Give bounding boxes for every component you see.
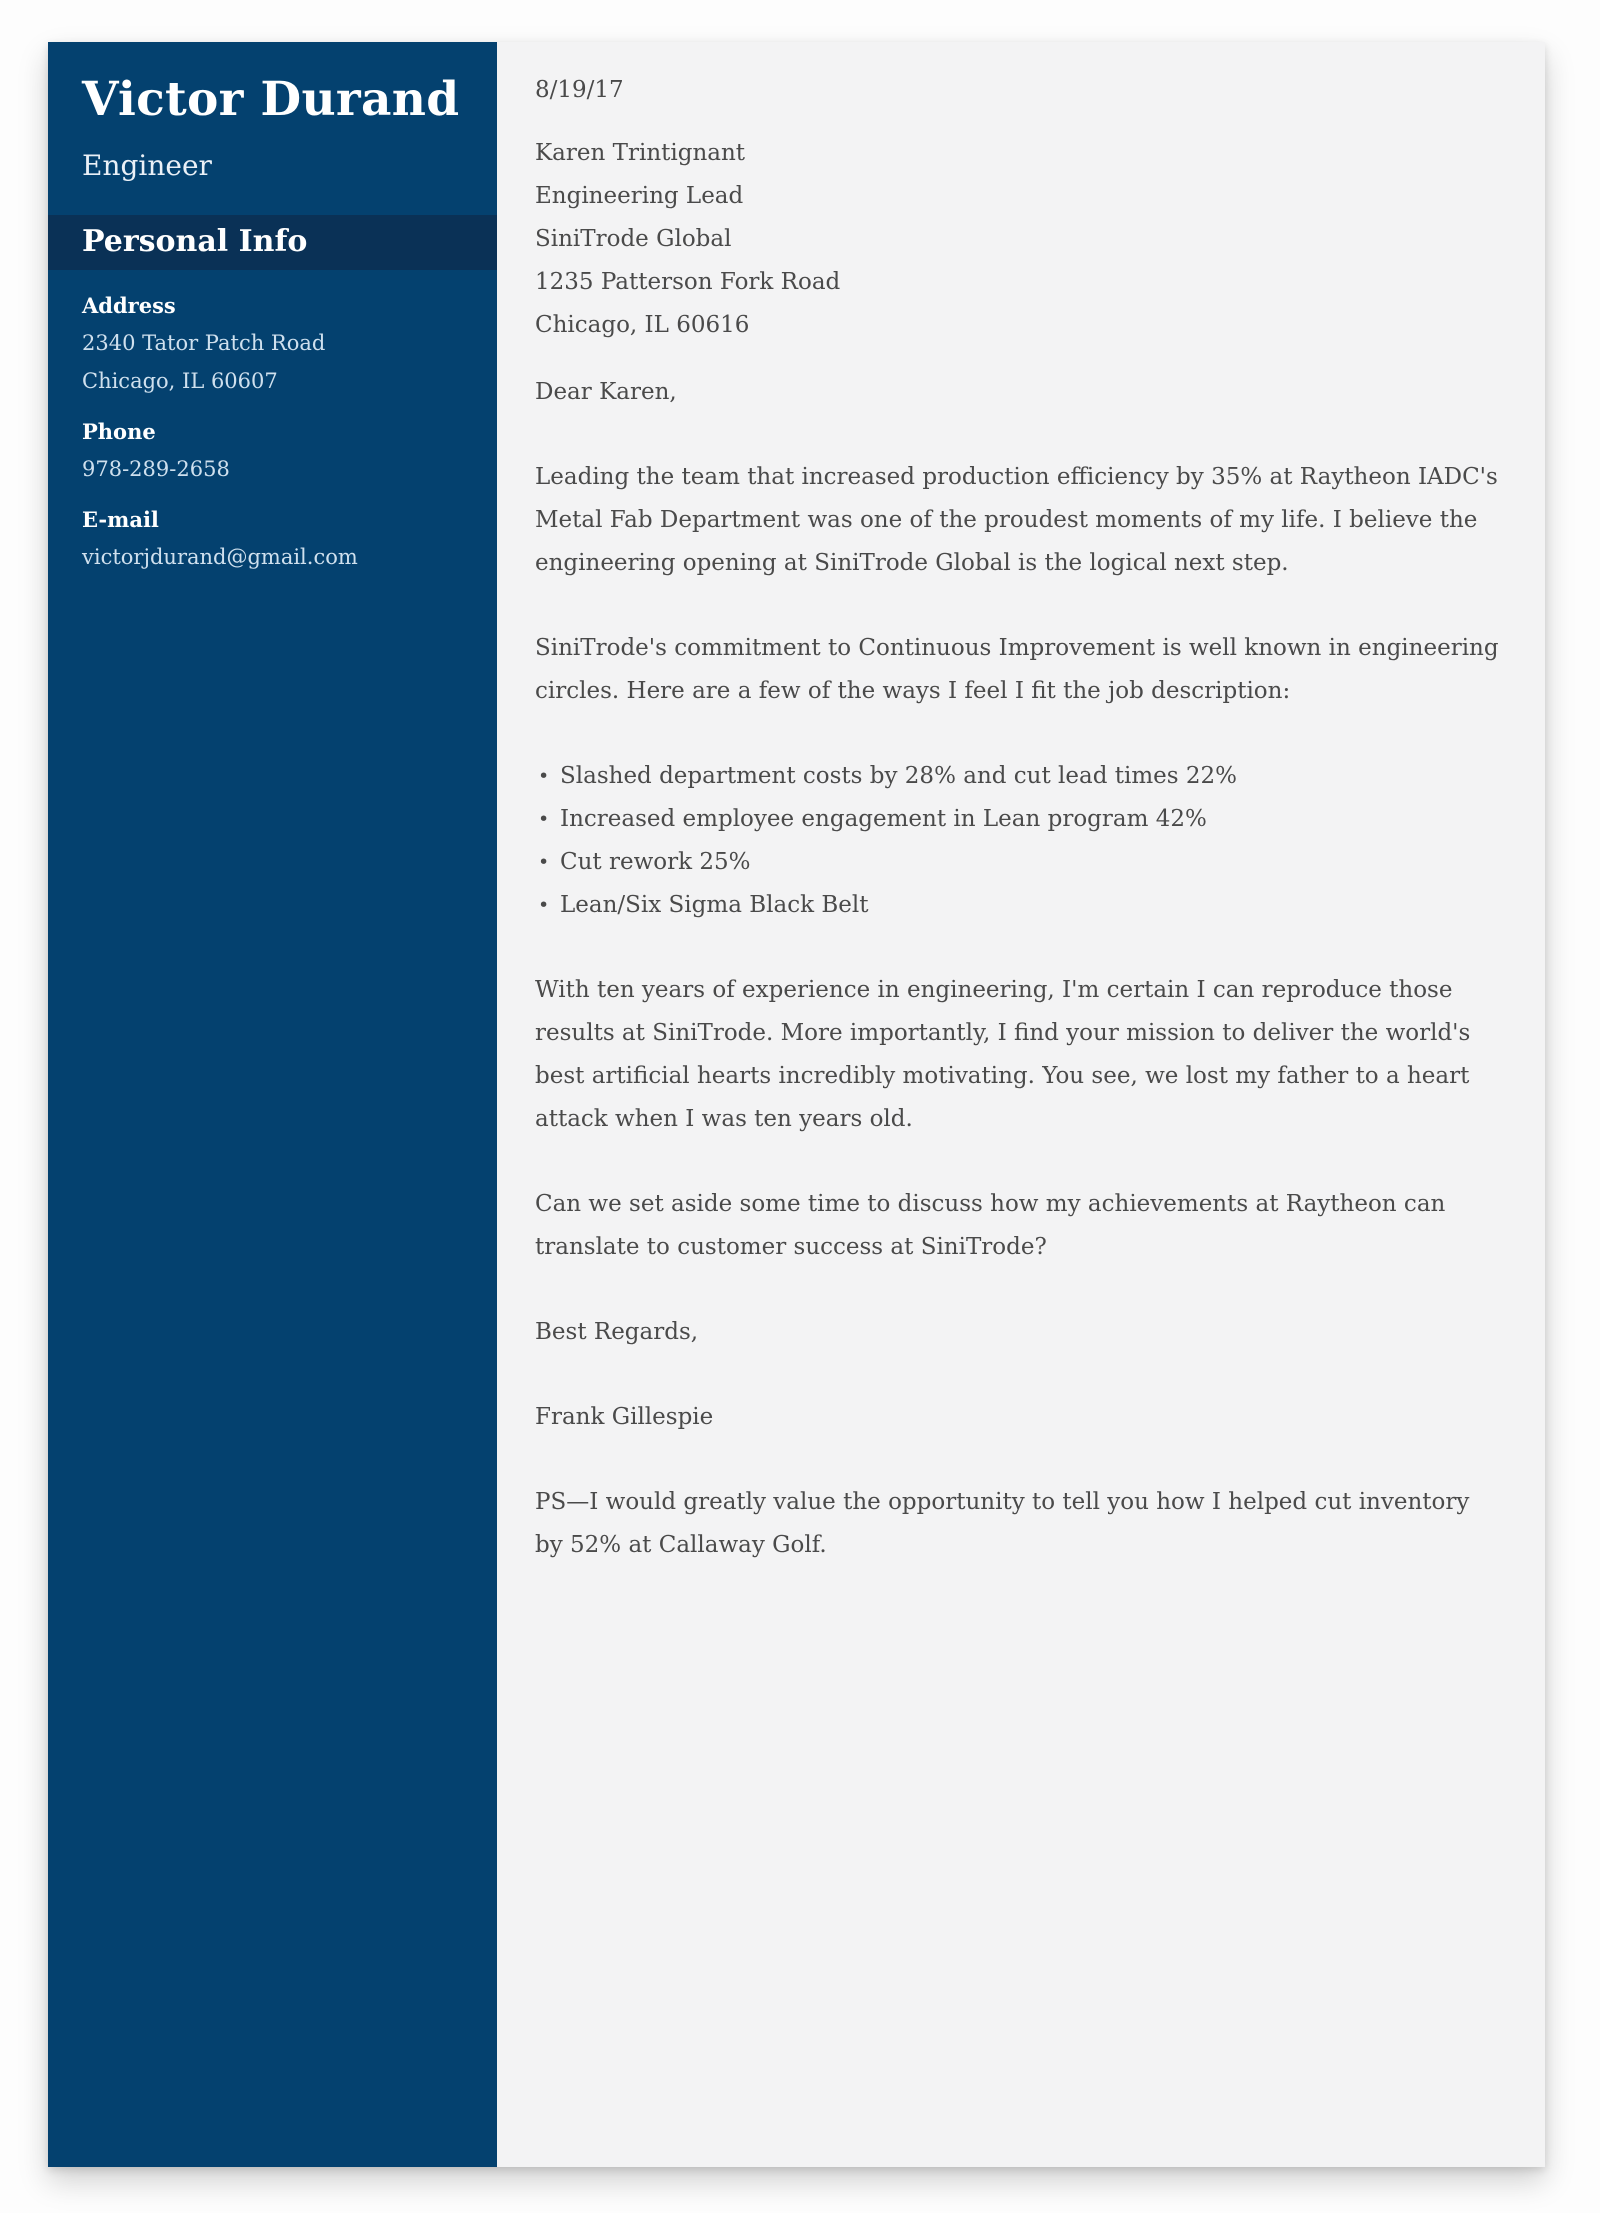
personal-info-fields bbox=[48, 270, 497, 576]
recipient-name: Karen Trintignant bbox=[535, 140, 746, 166]
letter-body bbox=[497, 42, 1545, 2167]
paragraph-fit: SiniTrode's commitment to Continuous Improvement is well known in engineering circles. Here are a few of the ways I feel I fit the job description: bbox=[535, 635, 1499, 704]
recipient-city: Chicago, IL 60616 bbox=[535, 312, 750, 338]
candidate-job-title: Engineer bbox=[82, 149, 212, 182]
achievement-item: • Slashed department costs by 28% and cut lead times 22% bbox=[535, 755, 1500, 798]
field-address-line: Chicago, IL 60607 bbox=[82, 369, 278, 393]
field-email-value: victorjdurand@gmail.com bbox=[82, 545, 358, 569]
field-address-line: 2340 Tator Patch Road bbox=[82, 331, 326, 355]
postscript: PS—I would greatly value the opportunity to tell you how I helped cut inventory by 52% at Callaway Golf. bbox=[535, 1489, 1470, 1558]
paragraph-call-to-action: Can we set aside some time to discuss how my achievements at Raytheon can translate to customer success at SiniTrode? bbox=[535, 1191, 1446, 1260]
recipient-block bbox=[535, 132, 1500, 347]
personal-info-heading: Personal Info bbox=[48, 215, 497, 270]
salutation: Dear Karen, bbox=[535, 379, 677, 405]
achievement-list bbox=[535, 755, 1500, 927]
field-address-label: Address bbox=[82, 293, 176, 318]
paragraph-intro: Leading the team that increased production efficiency by 35% at Raytheon IADC's Metal Fab Department was one of the proudest moments of my life. I believe the engineering opening at SiniTrode Global is the logical next step. bbox=[535, 464, 1498, 576]
closing: Best Regards, bbox=[535, 1319, 699, 1345]
candidate-name: Victor Durand bbox=[82, 72, 460, 127]
document-page bbox=[48, 42, 1545, 2167]
sidebar bbox=[48, 42, 497, 2167]
recipient-street: 1235 Patterson Fork Road bbox=[535, 269, 841, 295]
signature: Frank Gillespie bbox=[535, 1404, 714, 1430]
field-phone bbox=[82, 413, 469, 488]
field-email-label: E-mail bbox=[82, 507, 159, 532]
achievement-item: • Cut rework 25% bbox=[535, 841, 1500, 884]
achievement-item: • Increased employee engagement in Lean program 42% bbox=[535, 798, 1500, 841]
recipient-company: SiniTrode Global bbox=[535, 226, 732, 252]
field-phone-value: 978-289-2658 bbox=[82, 457, 230, 481]
achievement-item: • Lean/Six Sigma Black Belt bbox=[535, 884, 1500, 927]
recipient-title: Engineering Lead bbox=[535, 183, 744, 209]
field-address bbox=[82, 287, 469, 400]
letter-date: 8/19/17 bbox=[535, 77, 624, 103]
field-email bbox=[82, 501, 469, 576]
paragraph-experience: With ten years of experience in engineering, I'm certain I can reproduce those results at SiniTrode. More importantly, I find your mission to deliver the world's best artificial hearts incredibly motivating. You see, we lost my father to a heart attack when I was ten years old. bbox=[535, 977, 1471, 1132]
field-phone-label: Phone bbox=[82, 419, 156, 444]
